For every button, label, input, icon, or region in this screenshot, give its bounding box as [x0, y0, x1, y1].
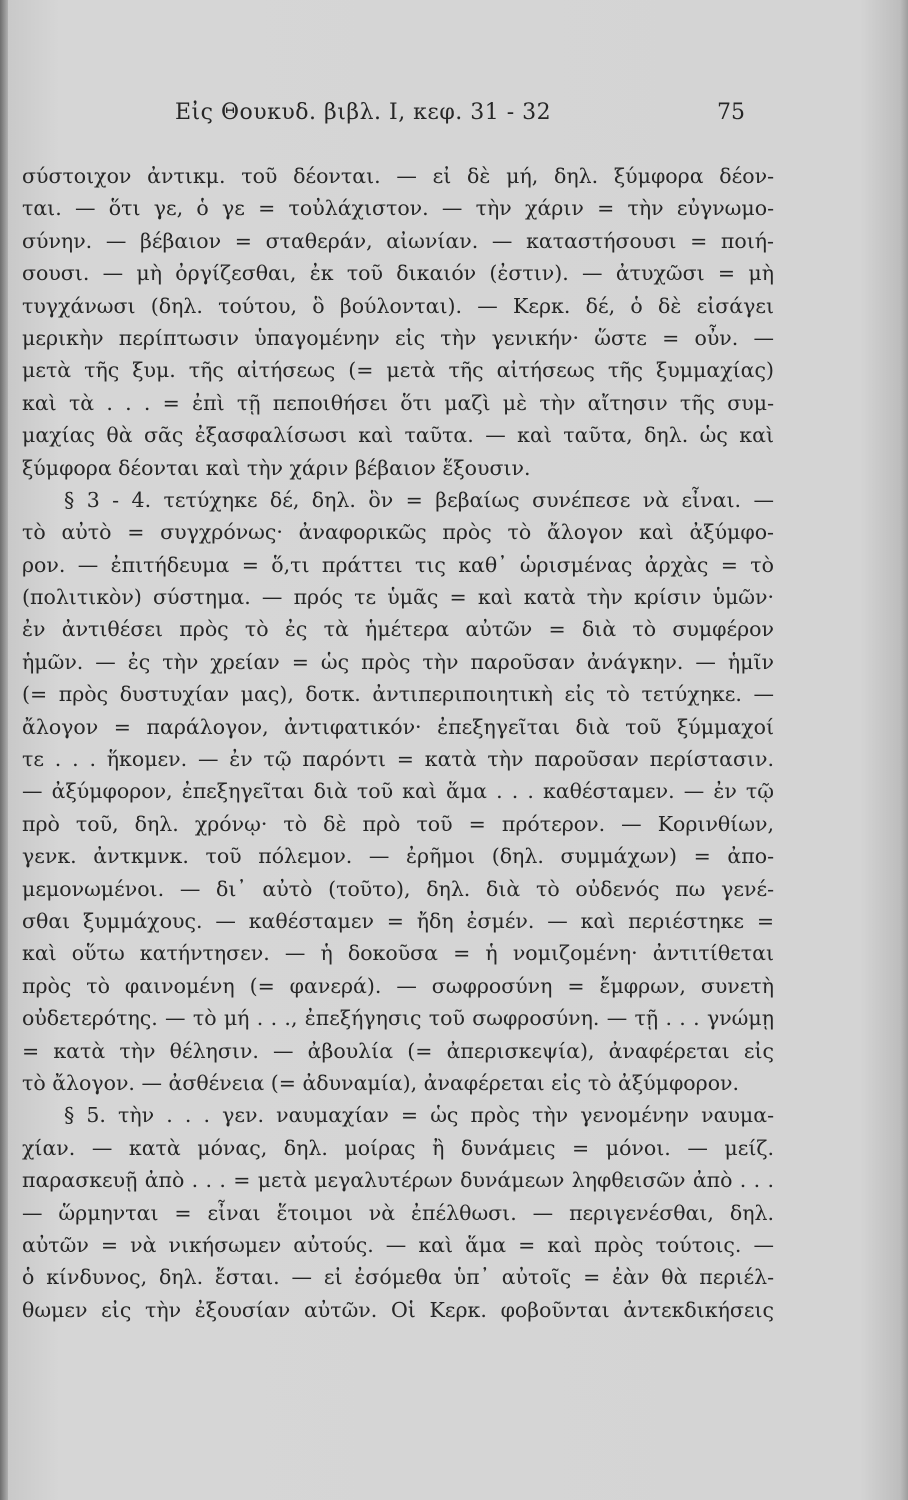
body-text — [22, 160, 774, 1326]
text-line: μετὰ τῆς ξυμ. τῆς αἰτήσεως (= μετὰ τῆς αἰτήσεως τῆς ξυμμαχίας) — [22, 358, 774, 383]
text-line: θωμεν εἰς τὴν ἐξουσίαν αὐτῶν. Οἱ Κερκ. φοβοῦνται ἀντεκδικήσεις — [22, 1297, 774, 1322]
paragraph-start-line: § 3 - 4. τετύχηκε δέ, δηλ. ὃν = βεβαίως συνέπεσε νὰ εἶναι. — — [64, 487, 774, 512]
text-line: τὸ αὐτὸ = συγχρόνως· ἀναφορικῶς πρὸς τὸ ἄλογον καὶ ἀξύμφο- — [22, 520, 774, 545]
paragraph-start-line: § 5. τὴν . . . γεν. ναυμαχίαν = ὡς πρὸς τὴν γενομένην ναυμα- — [64, 1103, 774, 1128]
text-line: (πολιτικὸν) σύστημα. — πρός τε ὑμᾶς = καὶ κατὰ τὴν κρίσιν ὑμῶν· — [22, 585, 774, 610]
text-line: μαχίας θὰ σᾶς ἐξασφαλίσωσι καὶ ταῦτα. — καὶ ταῦτα, δηλ. ὡς καὶ — [22, 423, 774, 448]
text-line: τε . . . ἥκομεν. — ἐν τῷ παρόντι = κατὰ τὴν παροῦσαν περίστασιν. — [22, 747, 774, 772]
running-title: Εἰς Θουκυδ. βιβλ. Ι, κεφ. 31 - 32 — [175, 100, 552, 125]
text-line: γενκ. ἀντκμνκ. τοῦ πόλεμον. — ἐρῆμοι (δηλ. συμμάχων) = ἀπο- — [22, 844, 774, 869]
text-line: σύστοιχον ἀντικμ. τοῦ δέονται. — εἰ δὲ μή, δηλ. ξύμφορα δέον- — [22, 164, 774, 188]
text-line: ται. — ὅτι γε, ὁ γε = τοὐλάχιστον. — τὴν χάριν = τὴν εὐγνωμο- — [22, 196, 774, 221]
text-line: ὁ κίνδυνος, δηλ. ἔσται. — εἰ ἐσόμεθα ὑπ᾽ αὐτοῖς = ἐὰν θὰ περιέλ- — [22, 1265, 774, 1290]
text-line: παρασκευῇ ἀπὸ . . . = μετὰ μεγαλυτέρων δυνάμεων ληφθεισῶν ἀπὸ . . . — [22, 1168, 774, 1193]
text-line: αὐτῶν = νὰ νικήσωμεν αὐτούς. — καὶ ἅμα = καὶ πρὸς τούτοις. — — [22, 1232, 774, 1257]
text-line: τυγχάνωσι (δηλ. τούτου, ὃ βούλονται). — Κερκ. δέ, ὁ δὲ εἰσάγει — [22, 293, 774, 318]
text-line: — ὥρμηνται = εἶναι ἕτοιμοι νὰ ἐπέλθωσι. — περιγενέσθαι, δηλ. — [22, 1200, 774, 1225]
text-line: — ἀξύμφορον, ἐπεξηγεῖται διὰ τοῦ καὶ ἅμα . . . καθέσταμεν. — ἐν τῷ — [22, 779, 774, 804]
page-binding-edge — [0, 0, 8, 1500]
text-line: ἐν ἀντιθέσει πρὸς τὸ ἐς τὰ ἡμέτερα αὐτῶν = διὰ τὸ συμφέρον — [22, 617, 774, 642]
text-line: (= πρὸς δυστυχίαν μας), δοτκ. ἀντιπεριποιητικὴ εἰς τὸ τετύχηκε. — — [22, 682, 774, 707]
text-line: οὐδετερότης. — τὸ μή . . ., ἐπεξήγησις τοῦ σωφροσύνη. — τῇ . . . γνώμῃ — [22, 1006, 774, 1031]
text-line: πρὸς τὸ φαινομένη (= φανερά). — σωφροσύνη = ἔμφρων, συνετὴ — [22, 973, 774, 998]
text-line: καὶ τὰ . . . = ἐπὶ τῇ πεποιθήσει ὅτι μαζὶ μὲ τὴν αἴτησιν τῆς συμ- — [22, 390, 774, 415]
text-line: πρὸ τοῦ, δηλ. χρόνῳ· τὸ δὲ πρὸ τοῦ = πρότερον. — Κορινθίων, — [22, 811, 774, 836]
text-line: χίαν. — κατὰ μόνας, δηλ. μοίρας ἢ δυνάμεις = μόνοι. — μείζ. — [22, 1135, 774, 1160]
text-line: μεμονωμένοι. — δι᾽ αὐτὸ (τοῦτο), δηλ. διὰ τὸ οὐδενός πω γενέ- — [22, 876, 774, 901]
text-line: ξύμφορα δέονται καὶ τὴν χάριν βέβαιον ἕξουσιν. — [22, 455, 531, 480]
running-head — [0, 100, 908, 134]
text-line: ἡμῶν. — ἐς τὴν χρείαν = ὡς πρὸς τὴν παροῦσαν ἀνάγκην. — ἡμῖν — [22, 649, 774, 674]
text-line: σύνην. — βέβαιον = σταθεράν, αἰωνίαν. — καταστήσουσι = ποιή- — [22, 228, 774, 253]
text-line: σουσι. — μὴ ὀργίζεσθαι, ἐκ τοῦ δικαιόν (ἐστιν). — ἀτυχῶσι = μὴ — [22, 261, 774, 286]
text-line: τὸ ἄλογον. — ἀσθένεια (= ἀδυναμία), ἀναφέρεται εἰς τὸ ἀξύμφορον. — [22, 1070, 740, 1095]
text-line: ἄλογον = παράλογον, ἀντιφατικόν· ἐπεξηγεῖται διὰ τοῦ ξύμμαχοί — [22, 714, 774, 739]
text-line: μερικὴν περίπτωσιν ὑπαγομένην εἰς τὴν γενικήν· ὥστε = οὖν. — — [22, 325, 774, 350]
text-line: σθαι ξυμμάχους. — καθέσταμεν = ἤδη ἐσμέν. — καὶ περιέστηκε = — [22, 908, 774, 933]
text-line: ρον. — ἐπιτήδευμα = ὅ,τι πράττει τις καθ᾽ ὡρισμένας ἀρχὰς = τὸ — [22, 552, 774, 577]
text-line: καὶ οὕτω κατήντησεν. — ἡ δοκοῦσα = ἡ νομιζομένη· ἀντιτίθεται — [22, 941, 774, 966]
page-number: 75 — [717, 100, 745, 125]
text-line: = κατὰ τὴν θέλησιν. — ἀβουλία (= ἀπερισκεψία), ἀναφέρεται εἰς — [22, 1038, 774, 1063]
